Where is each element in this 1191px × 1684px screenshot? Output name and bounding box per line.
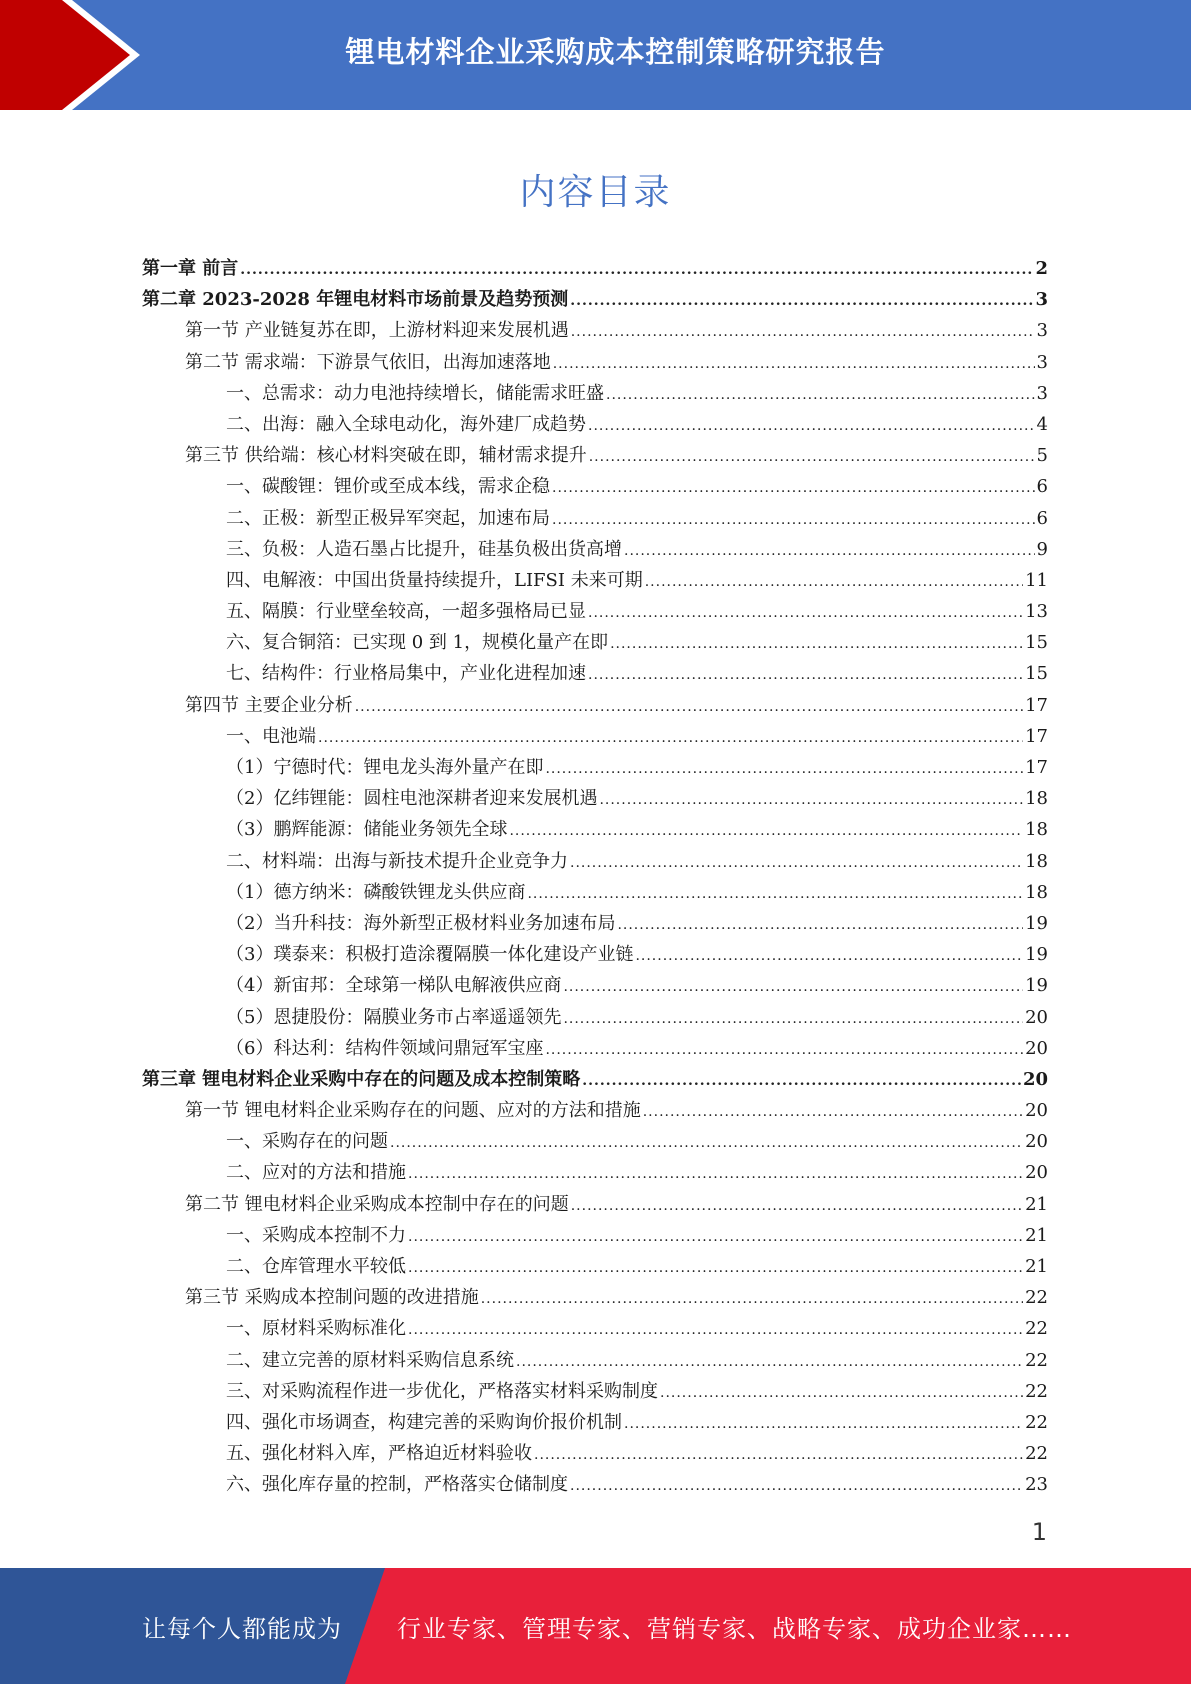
toc-entry-page: 18 (1025, 788, 1048, 810)
toc-entry[interactable] (142, 1189, 1048, 1220)
toc-entry[interactable] (142, 908, 1048, 939)
toc-entry[interactable] (142, 565, 1048, 596)
toc-entry[interactable] (142, 1251, 1048, 1282)
toc-entry-label: 五、强化材料入库，严格迫近材料验收 (226, 1443, 532, 1465)
toc-dot-leader (552, 473, 1035, 504)
toc-entry-page: 18 (1025, 881, 1048, 903)
toc-dot-leader (355, 692, 1023, 723)
toc-entry-label: 一、碳酸锂：锂价或至成本线，需求企稳 (226, 476, 550, 498)
toc-dot-leader (408, 1222, 1023, 1253)
toc-entry-label: 二、仓库管理水平较低 (226, 1256, 406, 1277)
toc-entry-page: 4 (1036, 413, 1048, 435)
toc-dot-leader (545, 1035, 1023, 1066)
toc-entry[interactable] (142, 253, 1048, 284)
toc-entry-page: 9 (1036, 538, 1048, 560)
toc-entry[interactable] (142, 1407, 1048, 1438)
toc-entry[interactable] (142, 658, 1048, 689)
toc-entry[interactable] (142, 534, 1048, 565)
toc-entry-page: 17 (1025, 694, 1048, 716)
toc-entry-label: 一、总需求：动力电池持续增长，储能需求旺盛 (226, 382, 604, 404)
toc-entry-label: 第二节 需求端：下游景气依旧，出海加速落地 (185, 351, 551, 373)
toc-entry-page: 3 (1036, 382, 1048, 404)
toc-dot-leader (390, 1128, 1023, 1159)
toc-entry-page: 3 (1036, 320, 1048, 342)
toc-entry-page: 19 (1025, 975, 1048, 997)
toc-dot-leader (588, 598, 1023, 629)
toc-entry-page: 20 (1025, 1100, 1048, 1122)
toc-entry-page: 5 (1036, 445, 1048, 467)
toc-entry-page: 21 (1025, 1224, 1048, 1246)
toc-entry-label: 一、采购成本控制不力 (226, 1224, 406, 1246)
toc-entry-label: 第三章 锂电材料企业采购中存在的问题及成本控制策略 (142, 1068, 581, 1090)
toc-dot-leader (588, 660, 1023, 691)
toc-entry-page: 22 (1025, 1318, 1048, 1340)
toc-entry-label: 第一节 锂电材料企业采购存在的问题、应对的方法和措施 (185, 1100, 641, 1122)
toc-dot-leader (570, 1471, 1023, 1502)
toc-dot-leader (643, 1097, 1023, 1128)
toc-entry-page: 21 (1025, 1256, 1048, 1277)
toc-entry-label: 四、电解液：中国出货量持续提升，LIFSI 未来可期 (226, 569, 643, 591)
toc-entry-page: 6 (1036, 507, 1048, 529)
toc-dot-leader (516, 1347, 1023, 1378)
toc-entry-label: 二、出海：融入全球电动化，海外建厂成趋势 (226, 413, 586, 435)
toc-dot-leader (527, 879, 1023, 910)
toc-entry[interactable] (142, 1376, 1048, 1407)
toc-dot-leader (624, 536, 1035, 567)
toc-entry-label: 第一节 产业链复苏在即，上游材料迎来发展机遇 (185, 320, 569, 342)
toc-entry-label: 一、原材料采购标准化 (226, 1318, 406, 1340)
toc-entry[interactable] (142, 378, 1048, 409)
toc-entry-label: （3）鹏辉能源：储能业务领先全球 (226, 819, 508, 841)
toc-entry-page: 23 (1025, 1474, 1048, 1496)
toc-entry-label: 二、应对的方法和措施 (226, 1162, 406, 1184)
toc-entry-page: 6 (1036, 476, 1048, 498)
toc-entry[interactable] (142, 1033, 1048, 1064)
toc-entry[interactable] (142, 1220, 1048, 1251)
toc-dot-leader (660, 1378, 1023, 1409)
toc-entry-label: （5）恩捷股份：隔膜业务市占率遥遥领先 (226, 1006, 562, 1028)
toc-dot-leader (617, 910, 1023, 941)
toc-entry-page: 18 (1025, 819, 1048, 841)
toc-entry-label: （2）亿纬锂能：圆柱电池深耕者迎来发展机遇 (226, 788, 598, 810)
toc-entry[interactable] (142, 1126, 1048, 1157)
toc-entry[interactable] (142, 783, 1048, 814)
toc-entry[interactable] (142, 1438, 1048, 1469)
toc-entry[interactable] (142, 721, 1048, 752)
toc-entry-page: 19 (1025, 944, 1048, 966)
toc-dot-leader (534, 1440, 1023, 1471)
toc-entry-page: 3 (1035, 289, 1048, 311)
toc-entry[interactable] (142, 752, 1048, 783)
toc-dot-leader (481, 1284, 1023, 1315)
toc-entry-label: 二、正极：新型正极异军突起，加速布局 (226, 507, 550, 529)
footer-slogan-right: 行业专家、管理专家、营销专家、战略专家、成功企业家…… (397, 1614, 1072, 1643)
toc-dot-leader (624, 1409, 1023, 1440)
toc-entry[interactable] (142, 409, 1048, 440)
toc-entry-page: 22 (1025, 1287, 1048, 1309)
toc-dot-leader (589, 442, 1035, 473)
toc-entry-page: 15 (1025, 663, 1048, 685)
toc-entry-page: 20 (1022, 1068, 1048, 1090)
toc-entry-page: 17 (1025, 757, 1048, 778)
toc-entry-page: 21 (1025, 1193, 1048, 1215)
toc-dot-leader (563, 1004, 1023, 1035)
toc-entry-label: （1）德方纳米：磷酸铁锂龙头供应商 (226, 881, 526, 903)
toc-dot-leader (570, 848, 1023, 879)
toc-entry[interactable] (142, 1469, 1048, 1500)
toc-entry[interactable] (142, 1157, 1048, 1188)
header-banner (0, 0, 1191, 110)
toc-entry[interactable] (142, 1282, 1048, 1313)
toc-entry-label: 第一章 前言 (142, 258, 239, 279)
toc-entry-label: 四、强化市场调查，构建完善的采购询价报价机制 (226, 1411, 622, 1433)
toc-entry[interactable] (142, 1313, 1048, 1344)
toc-entry-label: 第二节 锂电材料企业采购成本控制中存在的问题 (185, 1193, 569, 1215)
toc-entry-label: 五、隔膜：行业壁垒较高，一超多强格局已显 (226, 601, 586, 623)
toc-entry[interactable] (142, 970, 1048, 1001)
toc-entry-label: 二、材料端：出海与新技术提升企业竞争力 (226, 850, 568, 872)
toc-dot-leader (408, 1159, 1023, 1190)
toc-entry-label: （2）当升科技：海外新型正极材料业务加速布局 (226, 912, 616, 934)
toc-entry-page: 13 (1025, 601, 1048, 623)
toc-entry-label: 三、对采购流程作进一步优化，严格落实材料采购制度 (226, 1380, 658, 1402)
toc-entry-page: 19 (1025, 912, 1048, 934)
toc-dot-leader (552, 505, 1035, 536)
toc-entry-page: 20 (1025, 1006, 1048, 1028)
toc-dot-leader (606, 380, 1035, 411)
toc-entry-page: 22 (1025, 1443, 1048, 1465)
footer-banner (0, 1568, 1191, 1684)
toc-entry-page: 15 (1025, 632, 1048, 654)
toc-entry-label: 第三节 供给端：核心材料突破在即，辅材需求提升 (185, 445, 587, 467)
toc-entry-page: 20 (1025, 1131, 1048, 1153)
toc-dot-leader (582, 1066, 1021, 1097)
toc-entry-page: 2 (1035, 258, 1048, 279)
toc-dot-leader (545, 754, 1023, 785)
toc-dot-leader (571, 317, 1035, 348)
toc-entry-label: 一、电池端 (226, 725, 316, 747)
toc-dot-leader (408, 1253, 1023, 1284)
toc-entry-label: （3）璞泰来：积极打造涂覆隔膜一体化建设产业链 (226, 944, 634, 966)
toc-dot-leader (570, 286, 1033, 317)
toc-entry-label: 一、采购存在的问题 (226, 1131, 388, 1153)
toc-entry[interactable] (142, 440, 1048, 471)
toc-entry-label: （1）宁德时代：锂电龙头海外量产在即 (226, 757, 544, 778)
toc-dot-leader (645, 567, 1023, 598)
toc-entry[interactable] (142, 939, 1048, 970)
toc-entry-label: 第三节 采购成本控制问题的改进措施 (185, 1287, 479, 1309)
toc-entry-label: 三、负极：人造石墨占比提升，硅基负极出货高增 (226, 538, 622, 560)
toc-entry[interactable] (142, 1002, 1048, 1033)
toc-dot-leader (408, 1315, 1023, 1346)
toc-entry[interactable] (142, 503, 1048, 534)
toc-entry-page: 11 (1025, 569, 1048, 591)
toc-entry[interactable] (142, 596, 1048, 627)
toc-dot-leader (318, 723, 1023, 754)
toc-entry-label: 六、复合铜箔：已实现 0 到 1，规模化量产在即 (226, 632, 609, 654)
toc-entry-label: 第二章 2023-2028 年锂电材料市场前景及趋势预测 (142, 289, 569, 311)
toc-entry[interactable] (142, 347, 1048, 378)
toc-entry[interactable] (142, 1095, 1048, 1126)
toc-dot-leader (599, 785, 1023, 816)
toc-entry[interactable] (142, 877, 1048, 908)
toc-dot-leader (610, 629, 1023, 660)
toc-entry[interactable] (142, 814, 1048, 845)
toc-entry[interactable] (142, 315, 1048, 346)
toc-entry[interactable] (142, 1064, 1048, 1095)
toc-entry-page: 17 (1025, 725, 1048, 747)
page-number: 1 (1031, 1518, 1047, 1546)
toc-entry-label: 二、建立完善的原材料采购信息系统 (226, 1349, 514, 1371)
toc-entry-page: 22 (1025, 1380, 1048, 1402)
toc-entry-label: 六、强化库存量的控制，严格落实仓储制度 (226, 1474, 568, 1496)
toc-entry-page: 22 (1025, 1411, 1048, 1433)
toc-entry-label: 七、结构件：行业格局集中，产业化进程加速 (226, 663, 586, 685)
toc-entry-page: 20 (1025, 1162, 1048, 1184)
toc-entry-label: （4）新宙邦：全球第一梯队电解液供应商 (226, 975, 562, 997)
toc-dot-leader (571, 1191, 1023, 1222)
toc-entry[interactable] (142, 1345, 1048, 1376)
toc-dot-leader (553, 349, 1035, 380)
toc-entry[interactable] (142, 690, 1048, 721)
toc-dot-leader (509, 816, 1023, 847)
toc-entry-page: 18 (1025, 850, 1048, 872)
toc-dot-leader (588, 411, 1035, 442)
footer-slogan-left: 让每个人都能成为 (142, 1614, 342, 1643)
toc-dot-leader (240, 255, 1033, 286)
toc-entry-page: 22 (1025, 1349, 1048, 1371)
toc-dot-leader (563, 972, 1023, 1003)
toc-entry[interactable] (142, 627, 1048, 658)
table-of-contents (142, 253, 1048, 1501)
toc-entry-label: 第四节 主要企业分析 (185, 694, 353, 716)
toc-dot-leader (635, 941, 1023, 972)
toc-entry-page: 3 (1036, 351, 1048, 373)
toc-entry[interactable] (142, 846, 1048, 877)
toc-entry[interactable] (142, 284, 1048, 315)
toc-entry-page: 20 (1025, 1037, 1048, 1059)
report-title: 锂电材料企业采购成本控制策略研究报告 (345, 34, 886, 69)
toc-entry[interactable] (142, 471, 1048, 502)
toc-heading: 内容目录 (519, 172, 672, 213)
toc-entry-label: （6）科达利：结构件领域问鼎冠军宝座 (226, 1037, 544, 1059)
